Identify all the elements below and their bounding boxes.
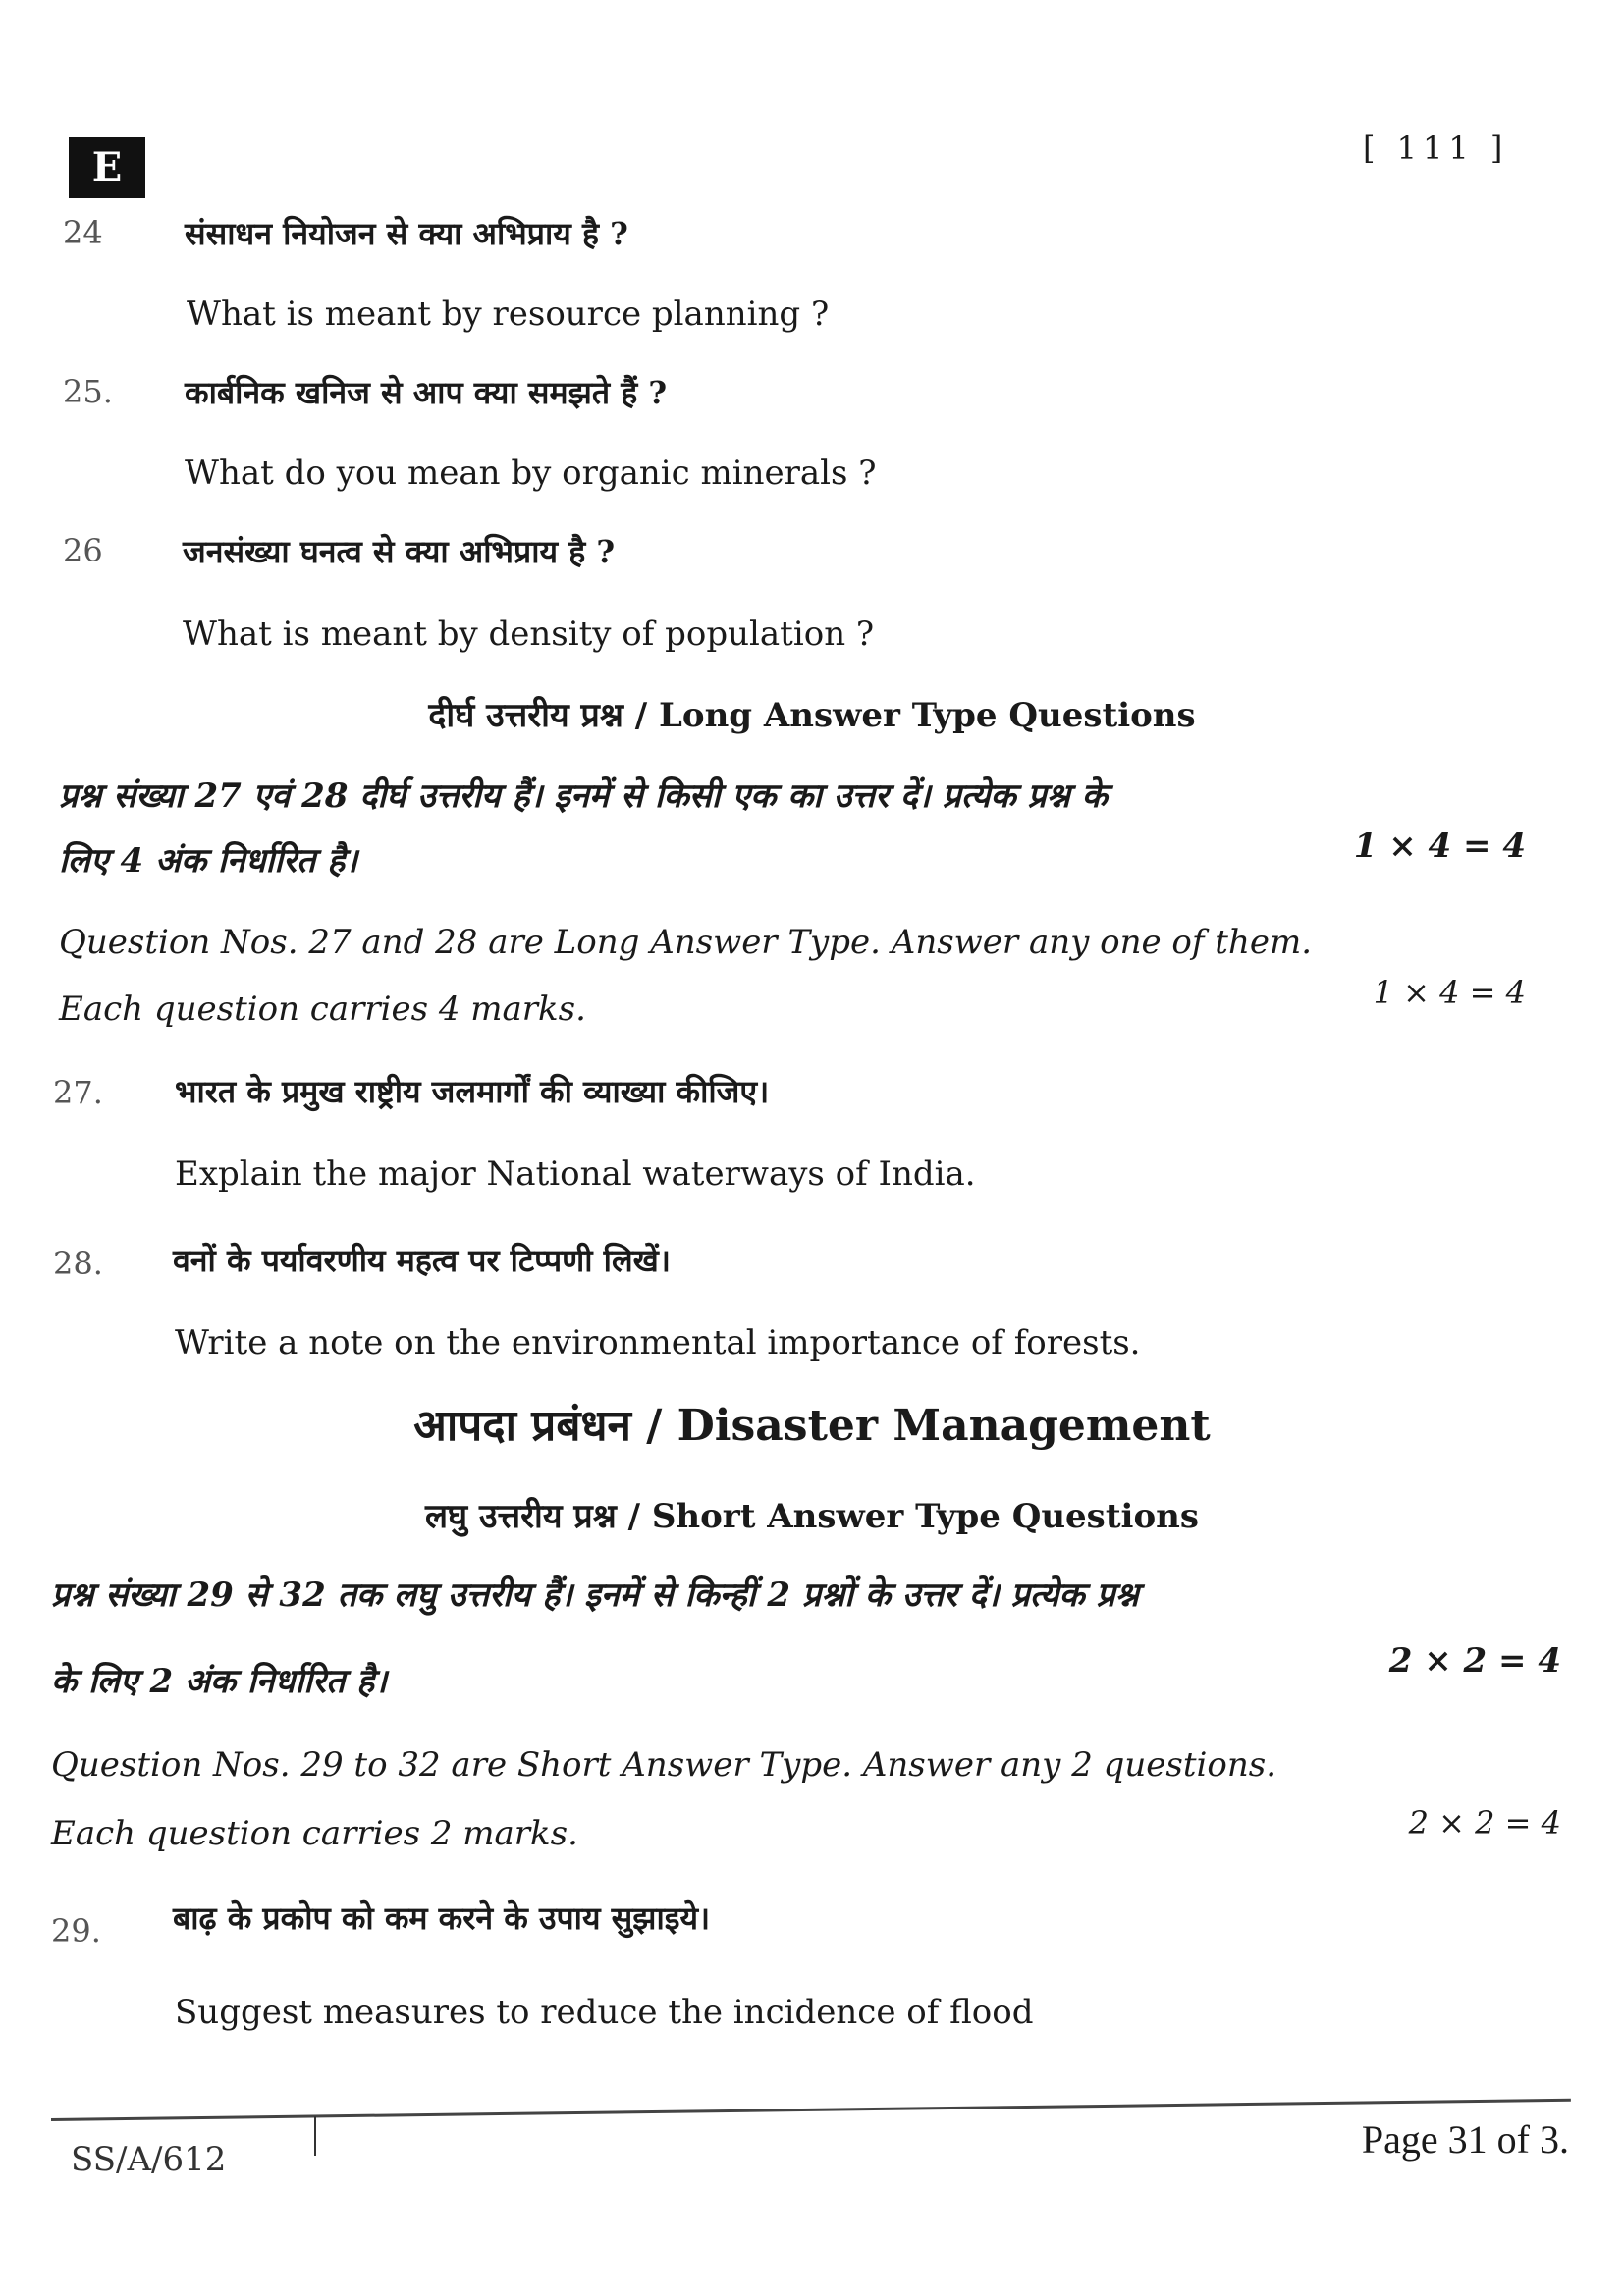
long-answer-heading: दीर्घ उत्तरीय प्रश्न / Long Answer Type Questions bbox=[428, 696, 1196, 735]
question-english: Suggest measures to reduce the incidence of flood bbox=[175, 1993, 1034, 2032]
short-instruction-english-1: Question Nos. 29 to 32 are Short Answer Type. Answer any 2 questions. bbox=[51, 1745, 1277, 1785]
long-marks-hindi: 1 × 4 = 4 bbox=[1353, 827, 1526, 866]
short-answer-heading: लघु उत्तरीय प्रश्न / Short Answer Type Questions bbox=[425, 1497, 1199, 1536]
question-hindi: वनों के पर्यावरणीय महत्व पर टिप्पणी लिखें। bbox=[173, 1242, 671, 1279]
footer-rule bbox=[51, 2099, 1571, 2121]
question-number: 24 bbox=[63, 214, 103, 251]
page-number: Page 31 of 3. bbox=[1361, 2117, 1569, 2162]
long-instruction-english-2: Each question carries 4 marks. bbox=[59, 989, 586, 1029]
question-number: 27. bbox=[53, 1074, 103, 1111]
question-english: Write a note on the environmental importance of forests. bbox=[175, 1323, 1141, 1362]
section-badge: E bbox=[69, 137, 145, 198]
question-hindi: संसाधन नियोजन से क्या अभिप्राय है ? bbox=[185, 215, 628, 252]
question-english: What is meant by resource planning ? bbox=[187, 294, 830, 334]
question-hindi: जनसंख्या घनत्व से क्या अभिप्राय है ? bbox=[183, 533, 616, 570]
question-english: What do you mean by organic minerals ? bbox=[185, 454, 877, 493]
short-marks-hindi: 2 × 2 = 4 bbox=[1388, 1641, 1561, 1681]
long-instruction-english-1: Question Nos. 27 and 28 are Long Answer Type. Answer any one of them. bbox=[59, 923, 1313, 962]
short-instruction-english-2: Each question carries 2 marks. bbox=[51, 1814, 578, 1853]
question-number: 26 bbox=[63, 532, 103, 569]
question-english: What is meant by density of population ? bbox=[183, 614, 875, 654]
question-number: 25. bbox=[63, 373, 113, 410]
question-hindi: कार्बनिक खनिज से आप क्या समझते हैं ? bbox=[185, 374, 668, 411]
short-instruction-hindi-1: प्रश्न संख्या 29 से 32 तक लघु उत्तरीय हैं। इनमें से किन्हीं 2 प्रश्नों के उत्तर दें। प्रत्येक प्रश्न bbox=[51, 1575, 1139, 1615]
short-marks-english: 2 × 2 = 4 bbox=[1408, 1804, 1561, 1842]
question-english: Explain the major National waterways of India. bbox=[175, 1154, 976, 1194]
footer-divider bbox=[314, 2116, 316, 2156]
disaster-management-heading: आपदा प्रबंधन / Disaster Management bbox=[413, 1401, 1211, 1451]
long-instruction-hindi-1: प्रश्न संख्या 27 एवं 28 दीर्घ उत्तरीय हैं। इनमें से किसी एक का उत्तर दें। प्रत्येक प्रश्न के bbox=[59, 776, 1108, 816]
question-number: 28. bbox=[53, 1245, 103, 1282]
question-hindi: बाढ़ के प्रकोप को कम करने के उपाय सुझाइये। bbox=[173, 1899, 711, 1937]
question-number: 29. bbox=[51, 1912, 101, 1949]
paper-code: SS/A/612 bbox=[71, 2140, 227, 2179]
long-instruction-hindi-2: लिए 4 अंक निर्धारित है। bbox=[59, 841, 358, 881]
long-marks-english: 1 × 4 = 4 bbox=[1373, 974, 1526, 1011]
question-hindi: भारत के प्रमुख राष्ट्रीय जलमार्गों की व्याख्या कीजिए। bbox=[175, 1073, 770, 1110]
page-marker: [ 111 ] bbox=[1363, 130, 1509, 167]
short-instruction-hindi-2: के लिए 2 अंक निर्धारित है। bbox=[51, 1662, 388, 1701]
